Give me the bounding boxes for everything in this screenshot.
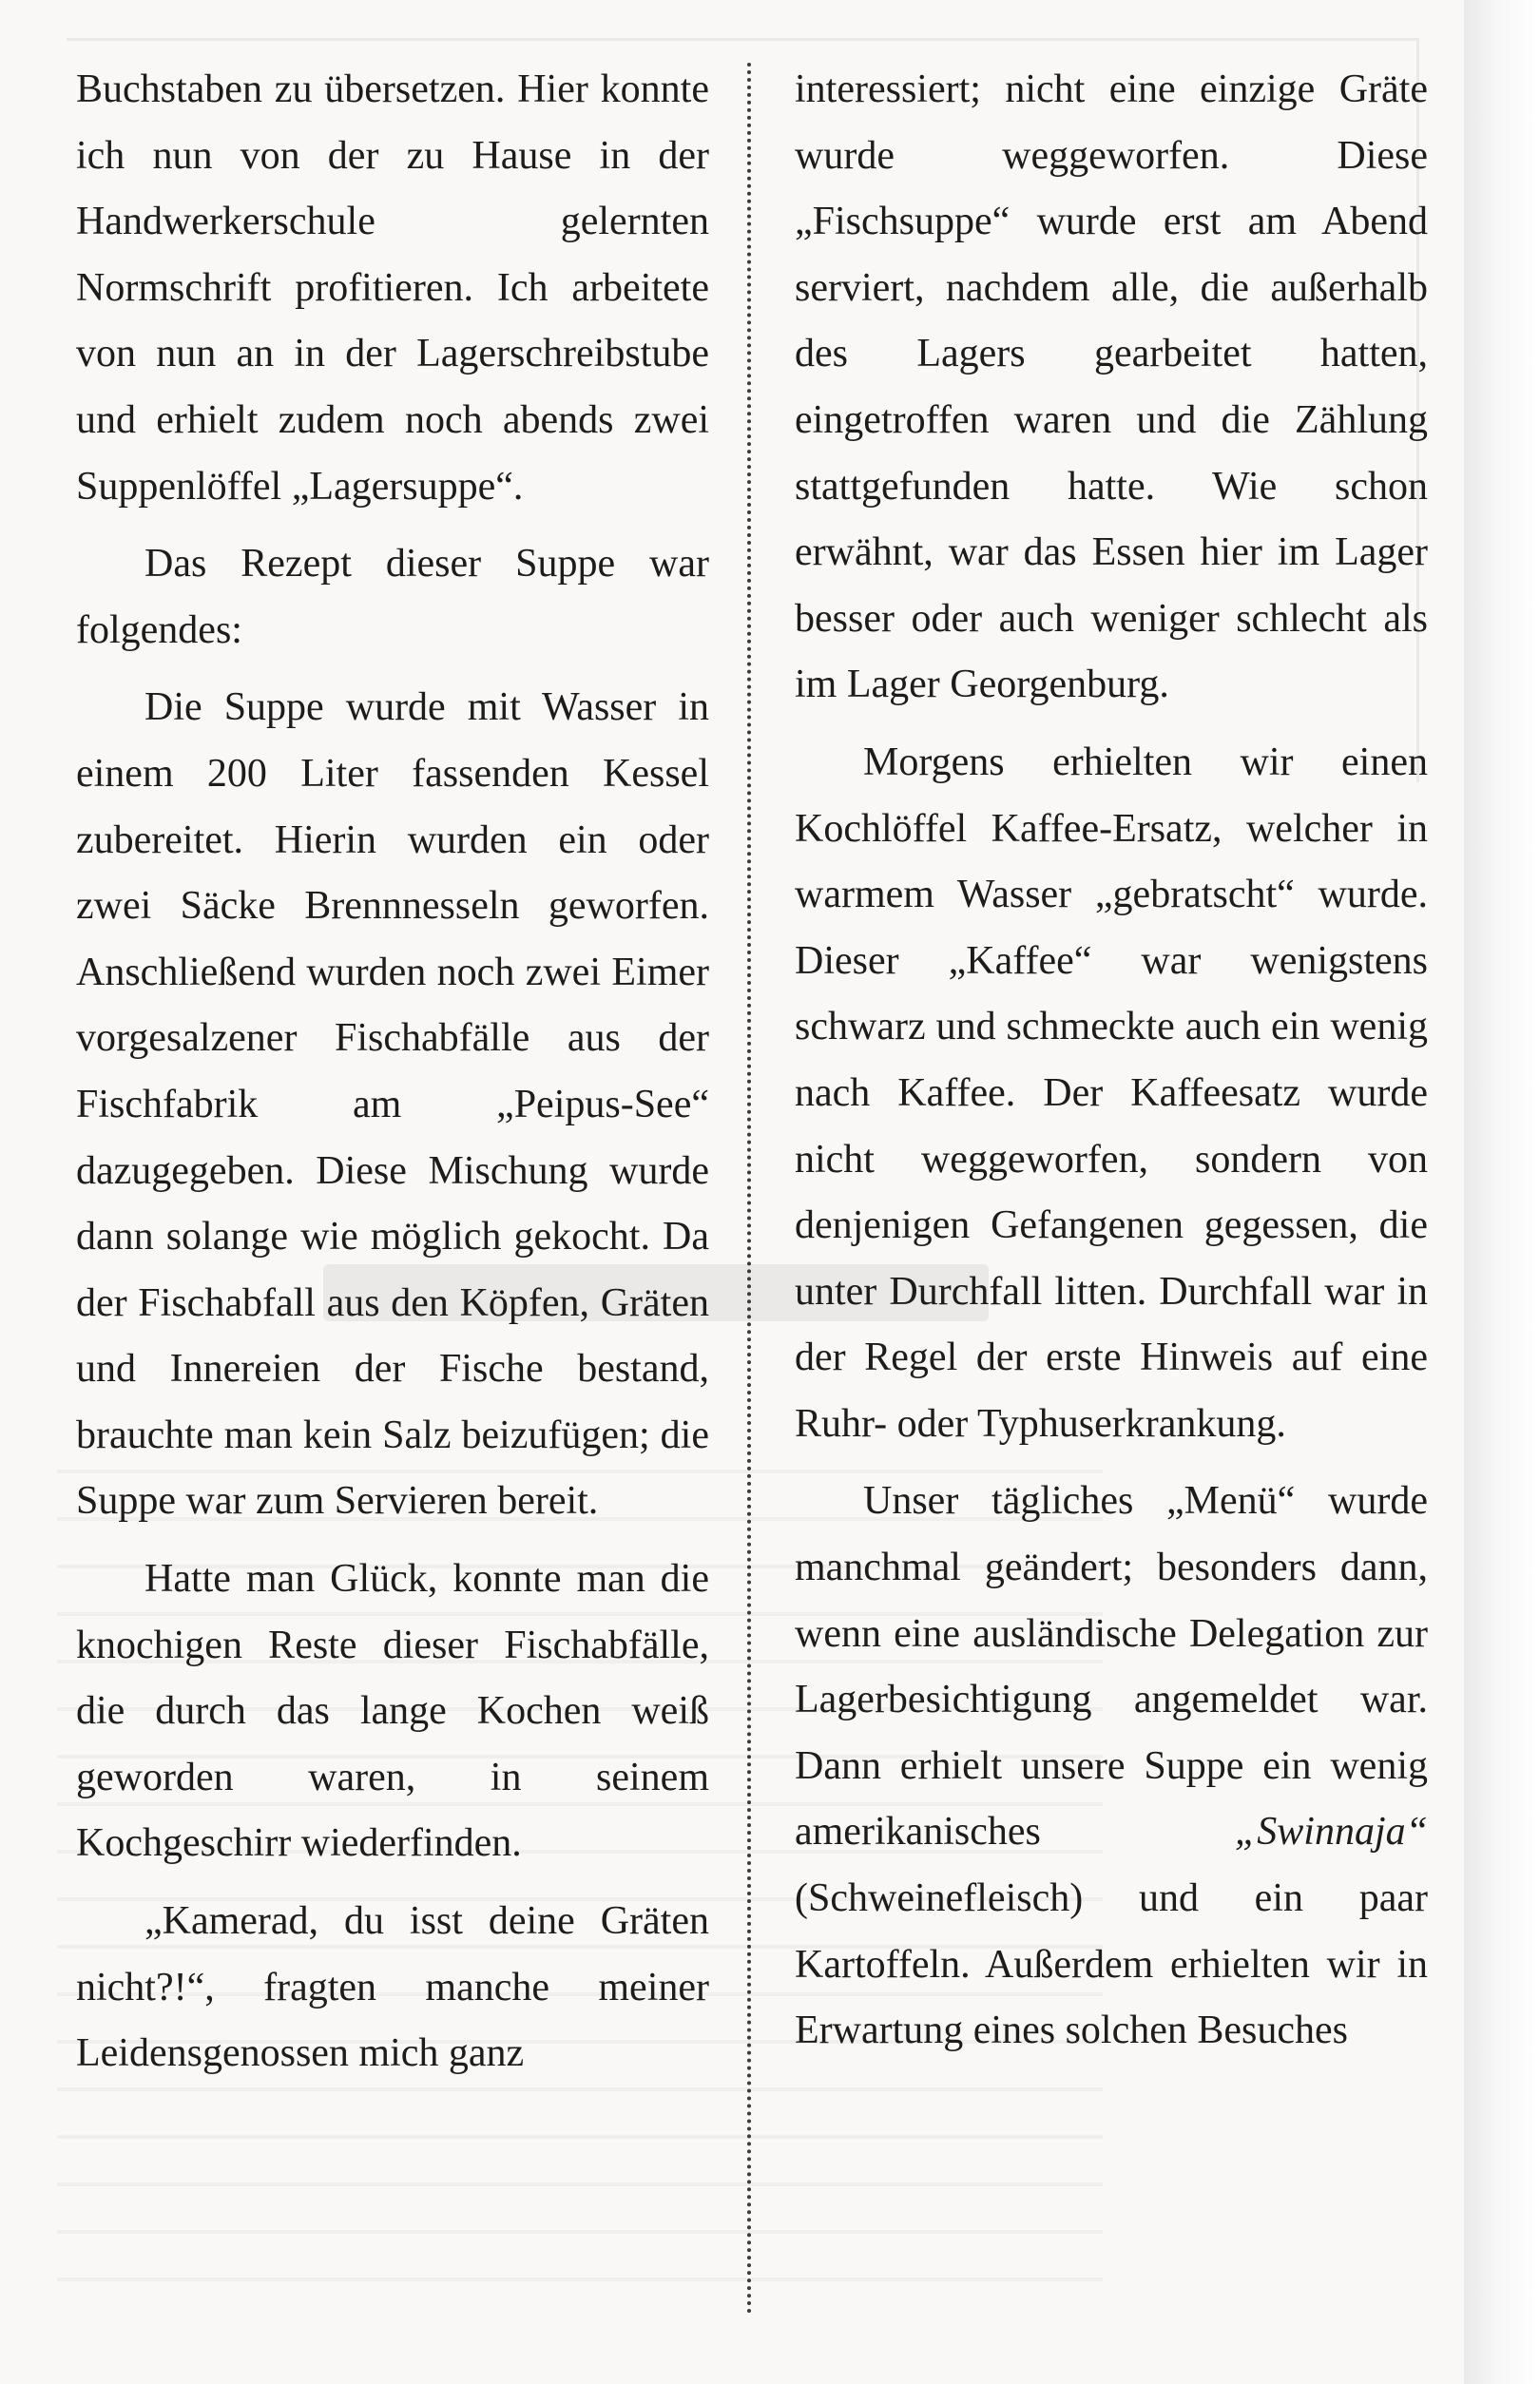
menu-text-before: Unser tägliches „Menü“ wurde manchmal geändert; besonders dann, wenn eine ausländische Delegation zur Lagerbesichtigung angemeldet war. Dann erhielt unsere Suppe ein wenig amerikanisches bbox=[795, 1479, 1428, 1855]
paragraph-fish-soup-serving: interessiert; nicht eine einzige Gräte wurde weggeworfen. Diese „Fischsuppe“ wurde erst am Abend serviert, nachdem alle, die außerhalb des Lagers gearbeitet hatten, eingetroffen waren und die Zählung stattgefunden hatte. Wie schon erwähnt, war das Essen hier im Lager besser oder auch weniger schlecht als im Lager Georgenburg. bbox=[795, 67, 1428, 707]
paragraph-recipe-intro: Das Rezept dieser Suppe war folgendes: bbox=[76, 542, 709, 652]
paragraph-daily-menu bbox=[795, 1469, 1428, 2064]
paragraph-continued: Buchstaben zu übersetzen. Hier konnte ich nun von der zu Hause in der Handwerkerschule gelernten Normschrift profitieren. Ich arbeitete von nun an in der Lagerschreibstube und erhielt zudem noch abends zwei Suppenlöffel „Lagersuppe“. bbox=[76, 67, 709, 509]
menu-text-after: (Schweinefleisch) und ein paar Kartoffeln. Außerdem erhielten wir in Erwartung eines solchen Besuches bbox=[795, 1876, 1428, 2053]
page-edge-shadow bbox=[1464, 0, 1540, 2384]
paragraph-soup-recipe: Die Suppe wurde mit Wasser in einem 200 Liter fassenden Kessel zubereitet. Hierin wurden ein oder zwei Säcke Brennnesseln geworfen. Anschließend wurden noch zwei Eimer vorgesalzener Fischabfälle aus der Fischfabrik am „Peipus-See“ dazugegeben. Diese Mischung wurde dann solange wie möglich gekocht. Da der Fischabfall aus den Köpfen, Gräten und Innereien der Fische bestand, brauchte man kein Salz beizufügen; die Suppe war zum Servieren bereit. bbox=[76, 685, 709, 1524]
paragraph-coffee-substitute: Morgens erhielten wir einen Kochlöffel Kaffee-Ersatz, welcher in warmem Wasser „gebratscht“ wurde. Dieser „Kaffee“ war wenigstens schwarz und schmeckte auch ein wenig nach Kaffee. Der Kaffeesatz wurde nicht weggeworfen, sondern von denjenigen Gefangenen gegessen, die unter Durchfall litten. Durchfall war in der Regel der erste Hinweis auf eine Ruhr- oder Typhuserkrankung. bbox=[795, 740, 1428, 1446]
right-text-column bbox=[795, 57, 1428, 2076]
left-text-column bbox=[76, 57, 709, 2099]
column-divider-dotted-line bbox=[747, 63, 751, 2316]
paragraph-fish-remains: Hatte man Glück, konnte man die knochigen Reste dieser Fischabfälle, die durch das lange Kochen weiß geworden waren, in seinem Kochgeschirr wiederfinden. bbox=[76, 1557, 709, 1866]
menu-text-italic-swinnaja: „Swinnaja“ bbox=[1234, 1810, 1428, 1855]
paragraph-comrade-quote: „Kamerad, du isst deine Gräten nicht?!“, fragten manche meiner Leidensgenossen mich ganz bbox=[76, 1899, 709, 2076]
